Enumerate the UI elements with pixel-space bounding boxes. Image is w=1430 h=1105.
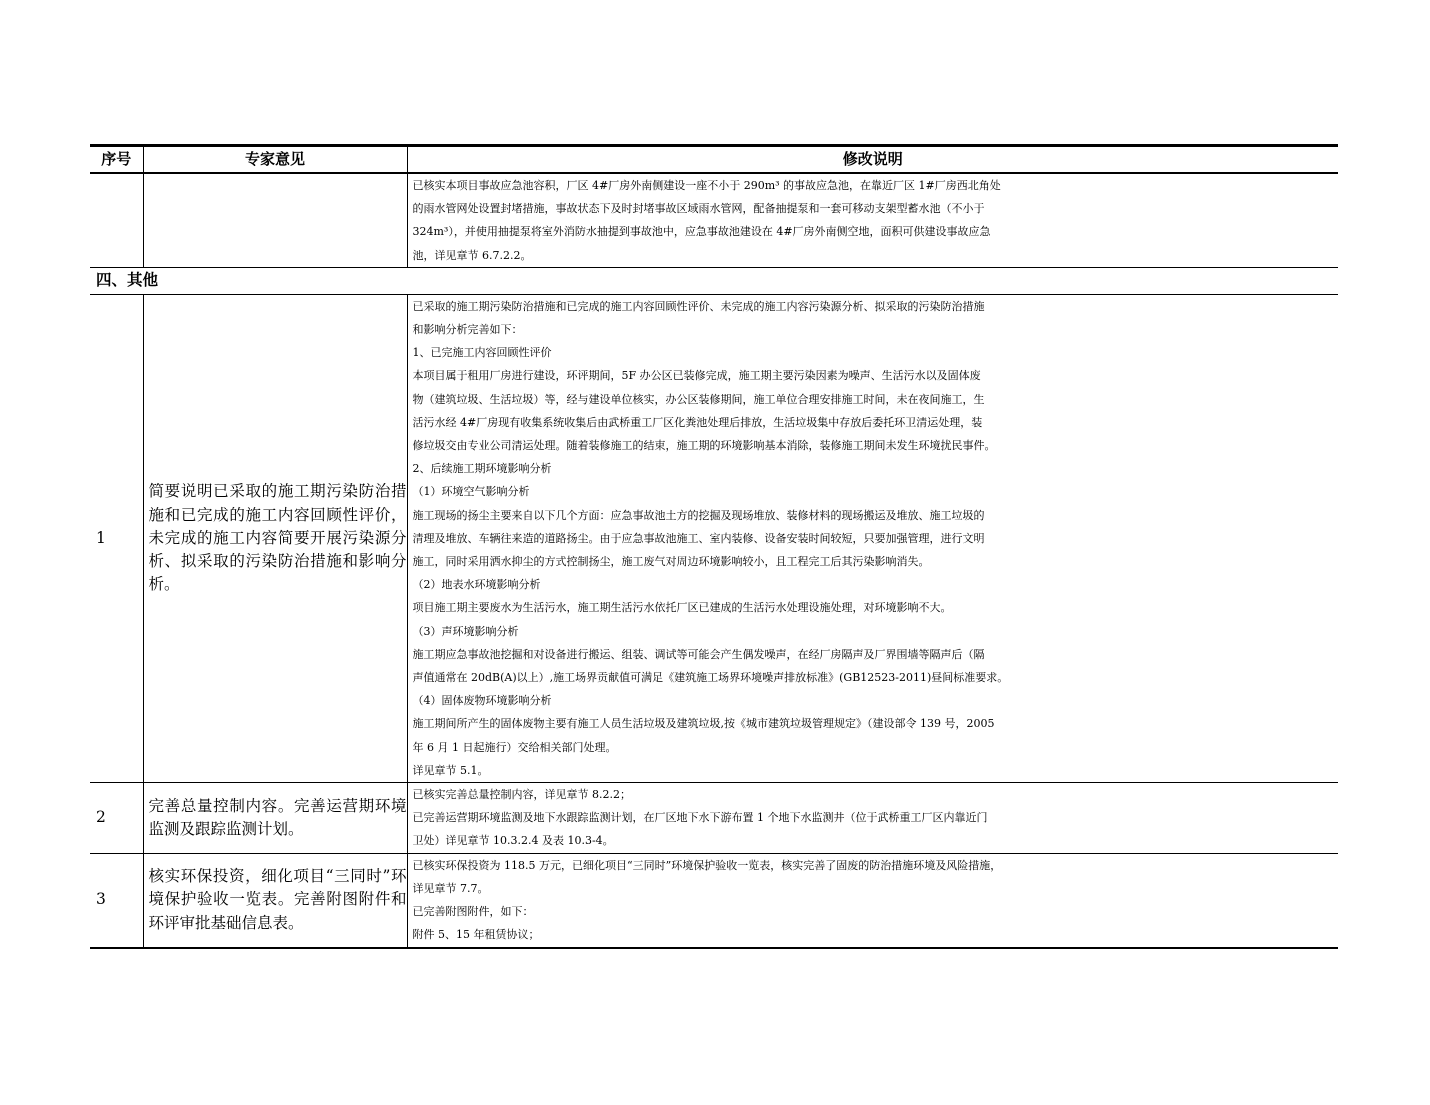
response-line: 已完善运营期环境监测及地下水跟踪监测计划，在厂区地下水下游布置 1 个地下水监测井（位于武桥重工厂区内靠近门 [412,811,988,825]
response-line: 年 6 月 1 日起施行）交给相关部门处理。 [412,740,617,754]
response-line: （1）环境空气影响分析 [412,485,530,499]
table-row [90,294,1338,782]
row3-opinion: 核实环保投资，细化项目“三同时”环境保护验收一览表。完善附图附件和环评审批基础信息表。 [143,853,407,947]
header-revision-note: 修改说明 [407,146,1338,174]
review-response-table [90,144,1338,949]
response-line: 2、后续施工期环境影响分析 [412,462,552,476]
response-line: 已完善附图附件，如下： [412,905,534,919]
response-line: 的雨水管网处设置封堵措施，事故状态下及时封堵事故区域雨水管网，配备抽提泵和一套可移动支架型蓄水池（不小于 [412,202,985,216]
response-line: 详见章节 7.7。 [412,881,489,895]
row3-response [407,853,1338,947]
header-expert-opinion: 专家意见 [143,146,407,174]
response-line: 已采取的施工期污染防治措施和已完成的施工内容回顾性评价、未完成的施工内容污染源分析、拟采取的污染防治措施 [412,299,985,313]
response-line: 声值通常在 20dB(A)以上）,施工场界贡献值可满足《建筑施工场界环境噪声排放标准》(GB12523-2011)昼间标准要求。 [412,671,1009,685]
response-line: 施工期间所产生的固体废物主要有施工人员生活垃圾及建筑垃圾,按《城市建筑垃圾管理规定》（建设部令 139 号，2005 [412,717,995,731]
row1-no: 1 [90,294,143,782]
response-line: 活污水经 4#厂房现有收集系统收集后由武桥重工厂区化粪池处理后排放，生活垃圾集中存放后委托环卫清运处理，装 [412,415,983,429]
table-row [90,853,1338,947]
response-line: 本项目属于租用厂房进行建设，环评期间，5F 办公区已装修完成，施工期主要污染因素为噪声、生活污水以及固体废 [412,369,981,383]
response-line: 已核实完善总量控制内容，详见章节 8.2.2； [412,788,631,802]
section-row [90,267,1338,294]
response-line: 和影响分析完善如下： [412,323,523,337]
section-title: 四、其他 [90,267,1338,294]
response-line: 附件 5、15 年租赁协议； [412,928,540,942]
response-line: （4）固体废物环境影响分析 [412,694,552,708]
response-line: 池，详见章节 6.7.2.2。 [412,248,532,262]
row0-response [407,173,1338,267]
table-row [90,783,1338,854]
row2-opinion: 完善总量控制内容。完善运营期环境监测及跟踪监测计划。 [143,783,407,854]
response-line: （3）声环境影响分析 [412,624,519,638]
row0-opinion [143,173,407,267]
row2-response [407,783,1338,854]
response-line: （2）地表水环境影响分析 [412,578,541,592]
table-row [90,173,1338,267]
row3-no: 3 [90,853,143,947]
response-line: 修垃圾交由专业公司清运处理。随着装修施工的结束，施工期的环境影响基本消除，装修施工期间未发生环境扰民事件。 [412,439,996,453]
response-line: 施工期应急事故池挖掘和对设备进行搬运、组装、调试等可能会产生偶发噪声，在经厂房隔声及厂界围墙等隔声后（隔 [412,647,985,661]
row1-opinion: 简要说明已采取的施工期污染防治措施和已完成的施工内容回顾性评价，未完成的施工内容简要开展污染源分析、拟采取的污染防治措施和影响分析。 [143,294,407,782]
response-line: 详见章节 5.1。 [412,763,489,777]
response-line: 1、已完施工内容回顾性评价 [412,346,552,360]
response-line: 施工现场的扬尘主要来自以下几个方面：应急事故池土方的挖掘及现场堆放、装修材料的现场搬运及堆放、施工垃圾的 [412,508,985,522]
response-line: 已核实本项目事故应急池容积，厂区 4#厂房外南侧建设一座不小于 290m³ 的事故应急池，在靠近厂区 1#厂房西北角处 [412,179,1001,192]
row2-no: 2 [90,783,143,854]
response-line: 卫处）详见章节 10.3.2.4 及表 10.3-4。 [412,834,614,848]
row0-no [90,173,143,267]
response-line: 已核实环保投资为 118.5 万元，已细化项目“三同时”环境保护验收一览表，核实完善了固废的防治措施环境及风险措施， [412,858,1002,872]
response-line: 施工，同时采用洒水抑尘的方式控制扬尘，施工废气对周边环境影响较小，且工程完工后其污染影响消失。 [412,555,930,569]
row1-response [407,294,1338,782]
response-line: 324m³），并使用抽提泵将室外消防水抽提到事故池中，应急事故池建设在 4#厂房外南侧空地，面积可供建设事故应急 [412,225,991,239]
response-line: 项目施工期主要废水为生活污水，施工期生活污水依托厂区已建成的生活污水处理设施处理，对环境影响不大。 [412,601,952,615]
response-line: 清理及堆放、车辆往来造的道路扬尘。由于应急事故池施工、室内装修、设备安装时间较短，只要加强管理，进行文明 [412,531,985,545]
response-line: 物（建筑垃圾、生活垃圾）等，经与建设单位核实，办公区装修期间，施工单位合理安排施工时间，未在夜间施工，生 [412,392,985,406]
header-sequence: 序号 [90,146,143,174]
table-header-row [90,146,1338,174]
